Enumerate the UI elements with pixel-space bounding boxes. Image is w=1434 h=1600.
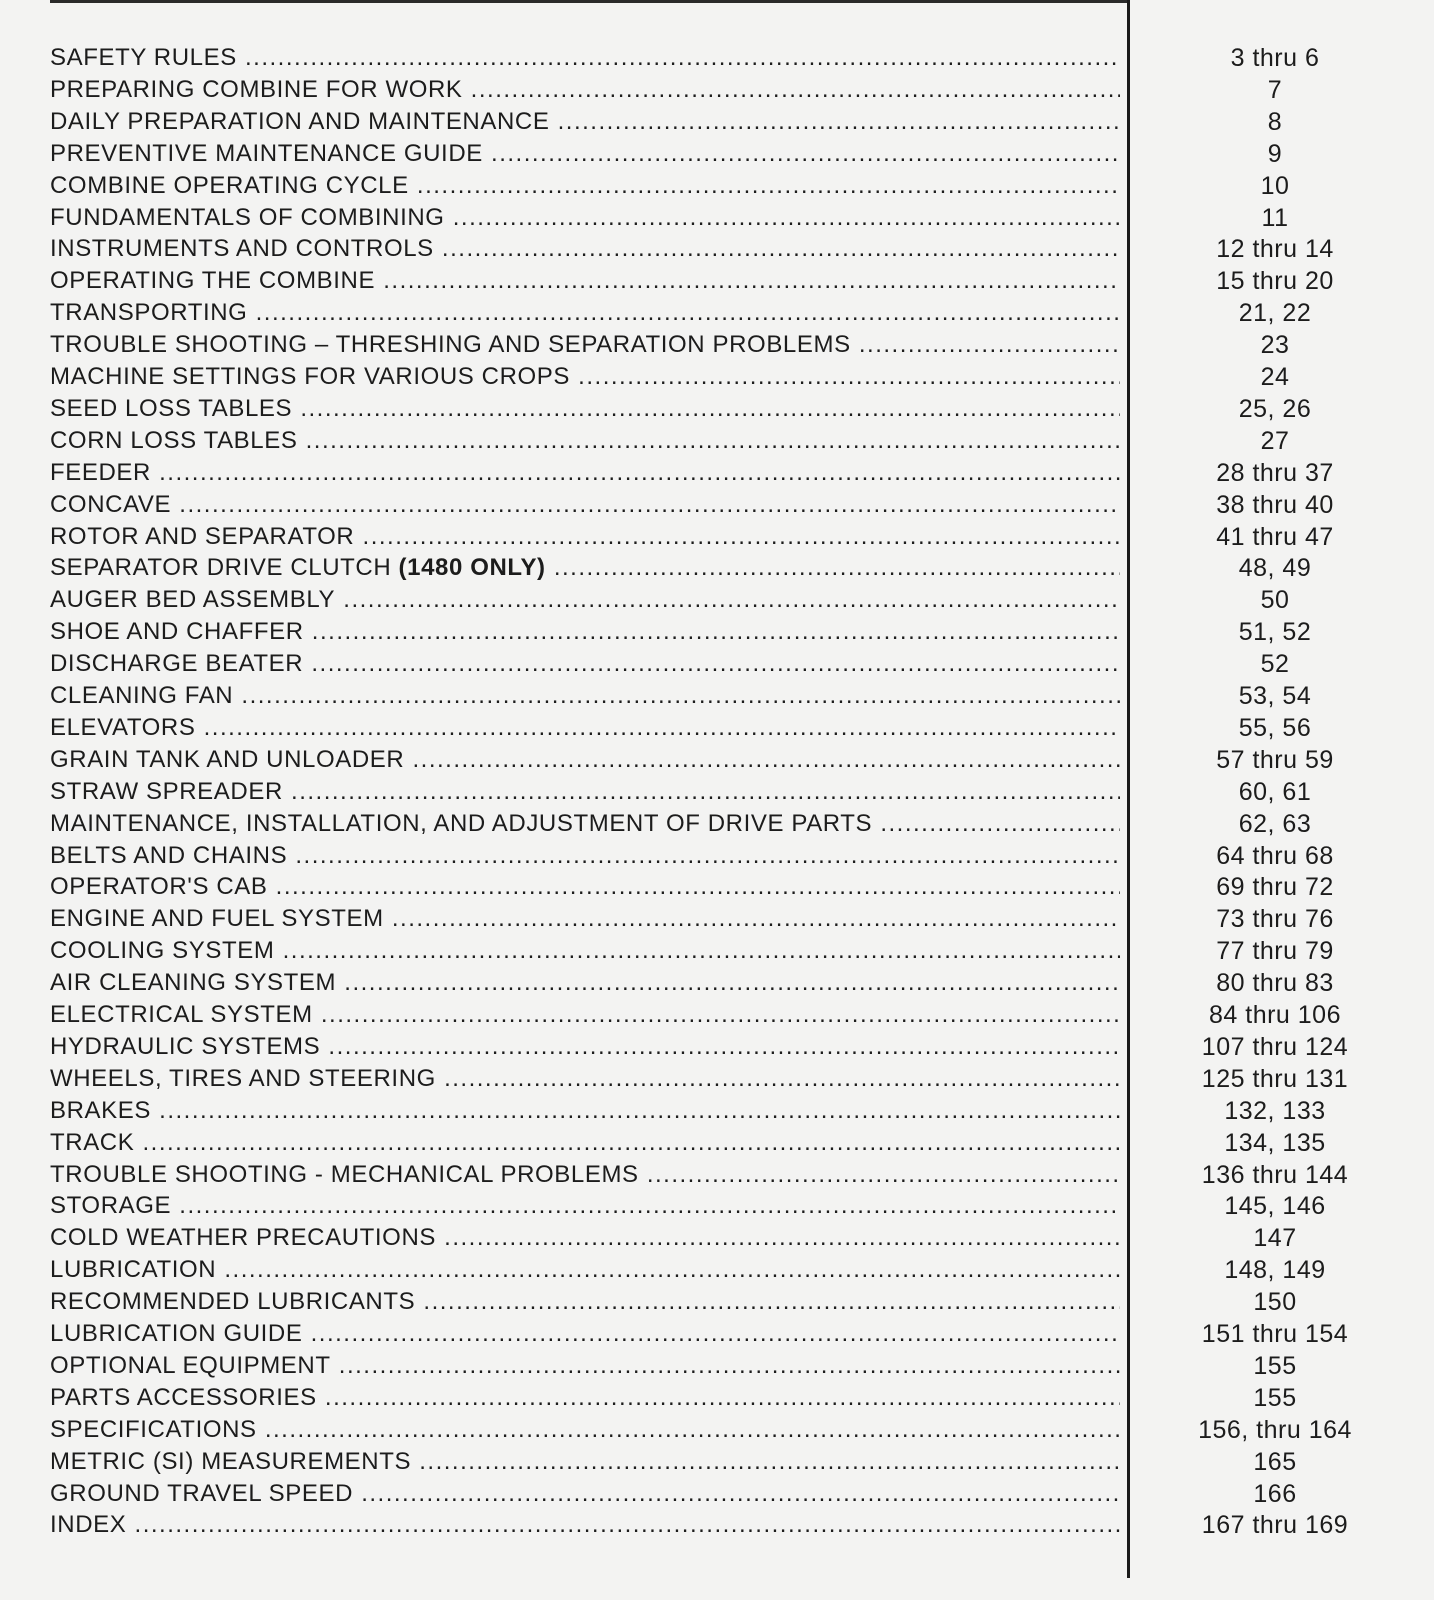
toc-entry [0, 521, 1434, 553]
toc-entry [0, 1286, 1434, 1318]
toc-entry-title [50, 1350, 1120, 1382]
toc-entry-page: 60, 61 [1238, 778, 1312, 806]
toc-entry-title-text: CONCAVE [50, 491, 172, 518]
toc-entry-page: 80 thru 83 [1216, 969, 1334, 997]
toc-entry [0, 1095, 1434, 1127]
toc-entry-title [50, 1318, 1120, 1350]
toc-entry-title-text: TROUBLE SHOOTING – THRESHING AND SEPARATION PROBLEMS [50, 331, 851, 358]
toc-entry-title [50, 138, 1120, 170]
toc-entry [0, 1190, 1434, 1222]
toc-entry-title [50, 744, 1120, 776]
toc-entry-title [50, 265, 1120, 297]
toc-entry-title-text: AUGER BED ASSEMBLY [50, 586, 336, 613]
toc-entry [0, 903, 1434, 935]
toc-entry [0, 106, 1434, 138]
toc-entry-title-text: COMBINE OPERATING CYCLE [50, 172, 409, 199]
toc-entry-page: 167 thru 169 [1201, 1511, 1349, 1539]
toc-entry-title-text: CORN LOSS TABLES [50, 427, 298, 454]
toc-entry-title [50, 233, 1120, 265]
toc-entry-page: 69 thru 72 [1216, 873, 1334, 901]
toc-entry-title-text: SAFETY RULES [50, 44, 237, 71]
toc-entry-title [50, 1095, 1120, 1127]
toc-entry-page: 9 [1267, 140, 1283, 168]
toc-entry [0, 233, 1434, 265]
toc-entry-page: 12 thru 14 [1216, 235, 1334, 263]
toc-entry-page: 38 thru 40 [1216, 491, 1334, 519]
toc-entry-page: 57 thru 59 [1216, 746, 1334, 774]
toc-entry-title [50, 425, 1120, 457]
toc-entry [0, 776, 1434, 808]
toc-entry-page: 23 [1260, 331, 1290, 359]
toc-entry [0, 1350, 1434, 1382]
toc-entry [0, 1478, 1434, 1510]
toc-entry-page: 53, 54 [1238, 682, 1312, 710]
toc-entry-title [50, 457, 1120, 489]
toc-entry [0, 42, 1434, 74]
toc-entry-title-text: SPECIFICATIONS [50, 1416, 257, 1443]
toc-entry-title [50, 1222, 1120, 1254]
toc-entry [0, 425, 1434, 457]
toc-entry [0, 1031, 1434, 1063]
toc-entry-title [50, 1254, 1120, 1286]
toc-entry-page: 21, 22 [1238, 299, 1312, 327]
toc-entry [0, 808, 1434, 840]
toc-entry-title-text: MAINTENANCE, INSTALLATION, AND ADJUSTMENT OF DRIVE PARTS [50, 810, 873, 837]
toc-entry-page: 150 [1253, 1288, 1297, 1316]
toc-entry-page: 3 thru 6 [1230, 44, 1320, 72]
toc-entry-page: 155 [1253, 1352, 1297, 1380]
toc-entry-title [50, 170, 1120, 202]
toc-entry-title-text: FUNDAMENTALS OF COMBINING [50, 204, 445, 231]
toc-entry-page: 166 [1253, 1480, 1297, 1508]
toc-entry-title [50, 74, 1120, 106]
toc-entry-page: 28 thru 37 [1216, 459, 1334, 487]
toc-entry-title-text: OPERATOR'S CAB [50, 873, 268, 900]
toc-entry-page: 147 [1253, 1224, 1297, 1252]
toc-entry [0, 1063, 1434, 1095]
toc-entry-title-text: SEPARATOR DRIVE CLUTCH [50, 554, 392, 581]
toc-entry-title-text: PREPARING COMBINE FOR WORK [50, 76, 463, 103]
toc-entry-title [50, 584, 1120, 616]
toc-entry-title-text: INSTRUMENTS AND CONTROLS [50, 235, 434, 262]
toc-entry [0, 1222, 1434, 1254]
toc-entry-page: 41 thru 47 [1216, 523, 1334, 551]
toc-entry [0, 329, 1434, 361]
toc-entry-title-text: OPERATING THE COMBINE [50, 267, 376, 294]
toc-entry [0, 74, 1434, 106]
toc-entry-title-text: ROTOR AND SEPARATOR [50, 523, 355, 550]
toc-entry-title [50, 202, 1120, 234]
toc-entry-title [50, 1031, 1120, 1063]
toc-entry-title [50, 106, 1120, 138]
toc-entry [0, 1318, 1434, 1350]
toc-entry [0, 712, 1434, 744]
toc-entry-title-text: TROUBLE SHOOTING - MECHANICAL PROBLEMS [50, 1161, 639, 1188]
toc-entry [0, 489, 1434, 521]
toc-entry [0, 1414, 1434, 1446]
toc-entry-title-bold: (1480 ONLY) [398, 554, 546, 581]
toc-entry-title-text: LUBRICATION GUIDE [50, 1320, 303, 1347]
toc-entry-title [50, 840, 1120, 872]
toc-entry-title-text: DISCHARGE BEATER [50, 650, 304, 677]
toc-entry [0, 680, 1434, 712]
toc-entry [0, 202, 1434, 234]
toc-entry-page: 10 [1260, 172, 1290, 200]
toc-entry-title-text: LUBRICATION [50, 1256, 217, 1283]
toc-entry-title [50, 1446, 1120, 1478]
toc-entry-title-text: TRANSPORTING [50, 299, 248, 326]
toc-entry [0, 584, 1434, 616]
toc-entry-title [50, 1509, 1120, 1541]
toc-entry-title [50, 1159, 1120, 1191]
toc-entry-title [50, 680, 1120, 712]
toc-entry-title [50, 361, 1120, 393]
toc-entry [0, 616, 1434, 648]
toc-entry-page: 132, 133 [1224, 1097, 1326, 1125]
toc-entry-title [50, 297, 1120, 329]
toc-entry-title [50, 999, 1120, 1031]
toc-entry-page: 25, 26 [1238, 395, 1312, 423]
toc-entry-title-text: SEED LOSS TABLES [50, 395, 293, 422]
toc-entry-title [50, 1414, 1120, 1446]
toc-entry-title-text: STRAW SPREADER [50, 778, 283, 805]
toc-entry-title [50, 935, 1120, 967]
toc-entry-title [50, 552, 1120, 584]
toc-entry-page: 48, 49 [1238, 554, 1312, 582]
toc-entry-title-text: PARTS ACCESSORIES [50, 1384, 317, 1411]
toc-entry-title [50, 1286, 1120, 1318]
toc-entry-title [50, 776, 1120, 808]
toc-entry-page: 27 [1260, 427, 1290, 455]
toc-entry [0, 999, 1434, 1031]
toc-entry-title-text: HYDRAULIC SYSTEMS [50, 1033, 321, 1060]
toc-entry-page: 73 thru 76 [1216, 905, 1334, 933]
toc-entry-title [50, 903, 1120, 935]
toc-entry [0, 361, 1434, 393]
toc-entry [0, 1509, 1434, 1541]
toc-entry-title [50, 871, 1120, 903]
toc-entry [0, 840, 1434, 872]
toc-entry-title [50, 1063, 1120, 1095]
toc-entry-page: 24 [1260, 363, 1290, 391]
toc-entry-page: 15 thru 20 [1216, 267, 1334, 295]
toc-entry-title-text: BELTS AND CHAINS [50, 842, 288, 869]
toc-entry [0, 648, 1434, 680]
toc-entry [0, 1254, 1434, 1286]
toc-entry [0, 297, 1434, 329]
toc-entry-title [50, 489, 1120, 521]
toc-entry-title-text: GRAIN TANK AND UNLOADER [50, 746, 405, 773]
toc-entry-page: 51, 52 [1238, 618, 1312, 646]
toc-entry-title [50, 329, 1120, 361]
toc-entry-title-text: WHEELS, TIRES AND STEERING [50, 1065, 436, 1092]
toc-entry-title-text: COOLING SYSTEM [50, 937, 275, 964]
toc-entry-title-text: OPTIONAL EQUIPMENT [50, 1352, 331, 1379]
toc-entry [0, 967, 1434, 999]
toc-entry [0, 1382, 1434, 1414]
toc-entry-page: 136 thru 144 [1201, 1161, 1349, 1189]
toc-entry-title-text: SHOE AND CHAFFER [50, 618, 304, 645]
toc-entry-page: 55, 56 [1238, 714, 1312, 742]
toc-entry-page: 134, 135 [1224, 1129, 1326, 1157]
toc-entry-title-text: STORAGE [50, 1192, 172, 1219]
toc-entry-page: 64 thru 68 [1216, 842, 1334, 870]
toc-entry-title [50, 1478, 1120, 1510]
toc-entry [0, 393, 1434, 425]
toc-entry-title-text: CLEANING FAN [50, 682, 234, 709]
toc-entry [0, 552, 1434, 584]
toc-entry-title [50, 808, 1120, 840]
toc-entry-title-text: COLD WEATHER PRECAUTIONS [50, 1224, 436, 1251]
toc-entry-title-text: ENGINE AND FUEL SYSTEM [50, 905, 384, 932]
toc-entry-title-text: AIR CLEANING SYSTEM [50, 969, 337, 996]
toc-entry-title-text: TRACK [50, 1129, 135, 1156]
toc-entry-page: 84 thru 106 [1209, 1001, 1341, 1029]
toc-entry-title [50, 1127, 1120, 1159]
toc-entry-title-text: FEEDER [50, 459, 151, 486]
toc-entry [0, 935, 1434, 967]
toc-entry [0, 457, 1434, 489]
toc-entry-title [50, 521, 1120, 553]
toc-entry-page: 62, 63 [1238, 810, 1312, 838]
toc-entry-title [50, 42, 1120, 74]
toc-entry-page: 125 thru 131 [1201, 1065, 1349, 1093]
toc-entry-page: 155 [1253, 1384, 1297, 1412]
toc-entry-title [50, 712, 1120, 744]
toc-entry-title-text: GROUND TRAVEL SPEED [50, 1480, 354, 1507]
toc-entry-title [50, 967, 1120, 999]
toc-entry-title [50, 1190, 1120, 1222]
toc-entry-page: 148, 149 [1224, 1256, 1326, 1284]
toc-entry [0, 871, 1434, 903]
toc-entry-title-text: INDEX [50, 1511, 127, 1538]
toc-entry [0, 1159, 1434, 1191]
toc-entry [0, 170, 1434, 202]
toc-entry-page: 50 [1260, 586, 1290, 614]
toc-entry-title-text: ELECTRICAL SYSTEM [50, 1001, 313, 1028]
toc-entry-page: 7 [1267, 76, 1283, 104]
toc-entry-page: 107 thru 124 [1201, 1033, 1349, 1061]
toc-entry-title-text: RECOMMENDED LUBRICANTS [50, 1288, 416, 1315]
toc-entry-title-text: ELEVATORS [50, 714, 196, 741]
toc-entry-title [50, 648, 1120, 680]
toc-entry-title-text: METRIC (SI) MEASUREMENTS [50, 1448, 412, 1475]
toc-entry-title-text: DAILY PREPARATION AND MAINTENANCE [50, 108, 550, 135]
toc-entry-page: 77 thru 79 [1216, 937, 1334, 965]
toc-entry [0, 265, 1434, 297]
toc-entry-page: 156, thru 164 [1198, 1416, 1352, 1444]
toc-entry-title [50, 616, 1120, 648]
toc-entry-title [50, 393, 1120, 425]
toc-entry [0, 1127, 1434, 1159]
toc-entry-page: 52 [1260, 650, 1290, 678]
toc-entry-page: 11 [1261, 204, 1289, 232]
toc-entry-title-text: PREVENTIVE MAINTENANCE GUIDE [50, 140, 483, 167]
toc-entry-page: 8 [1267, 108, 1283, 136]
toc-entry [0, 744, 1434, 776]
toc-entry-page: 145, 146 [1224, 1192, 1326, 1220]
toc-entry-page: 165 [1253, 1448, 1297, 1476]
toc-entry-title-text: MACHINE SETTINGS FOR VARIOUS CROPS [50, 363, 571, 390]
toc-entry [0, 138, 1434, 170]
toc-entry-title-text: BRAKES [50, 1097, 151, 1124]
toc-entry-page: 151 thru 154 [1201, 1320, 1349, 1348]
toc-entry-title [50, 1382, 1120, 1414]
toc-entry [0, 1446, 1434, 1478]
